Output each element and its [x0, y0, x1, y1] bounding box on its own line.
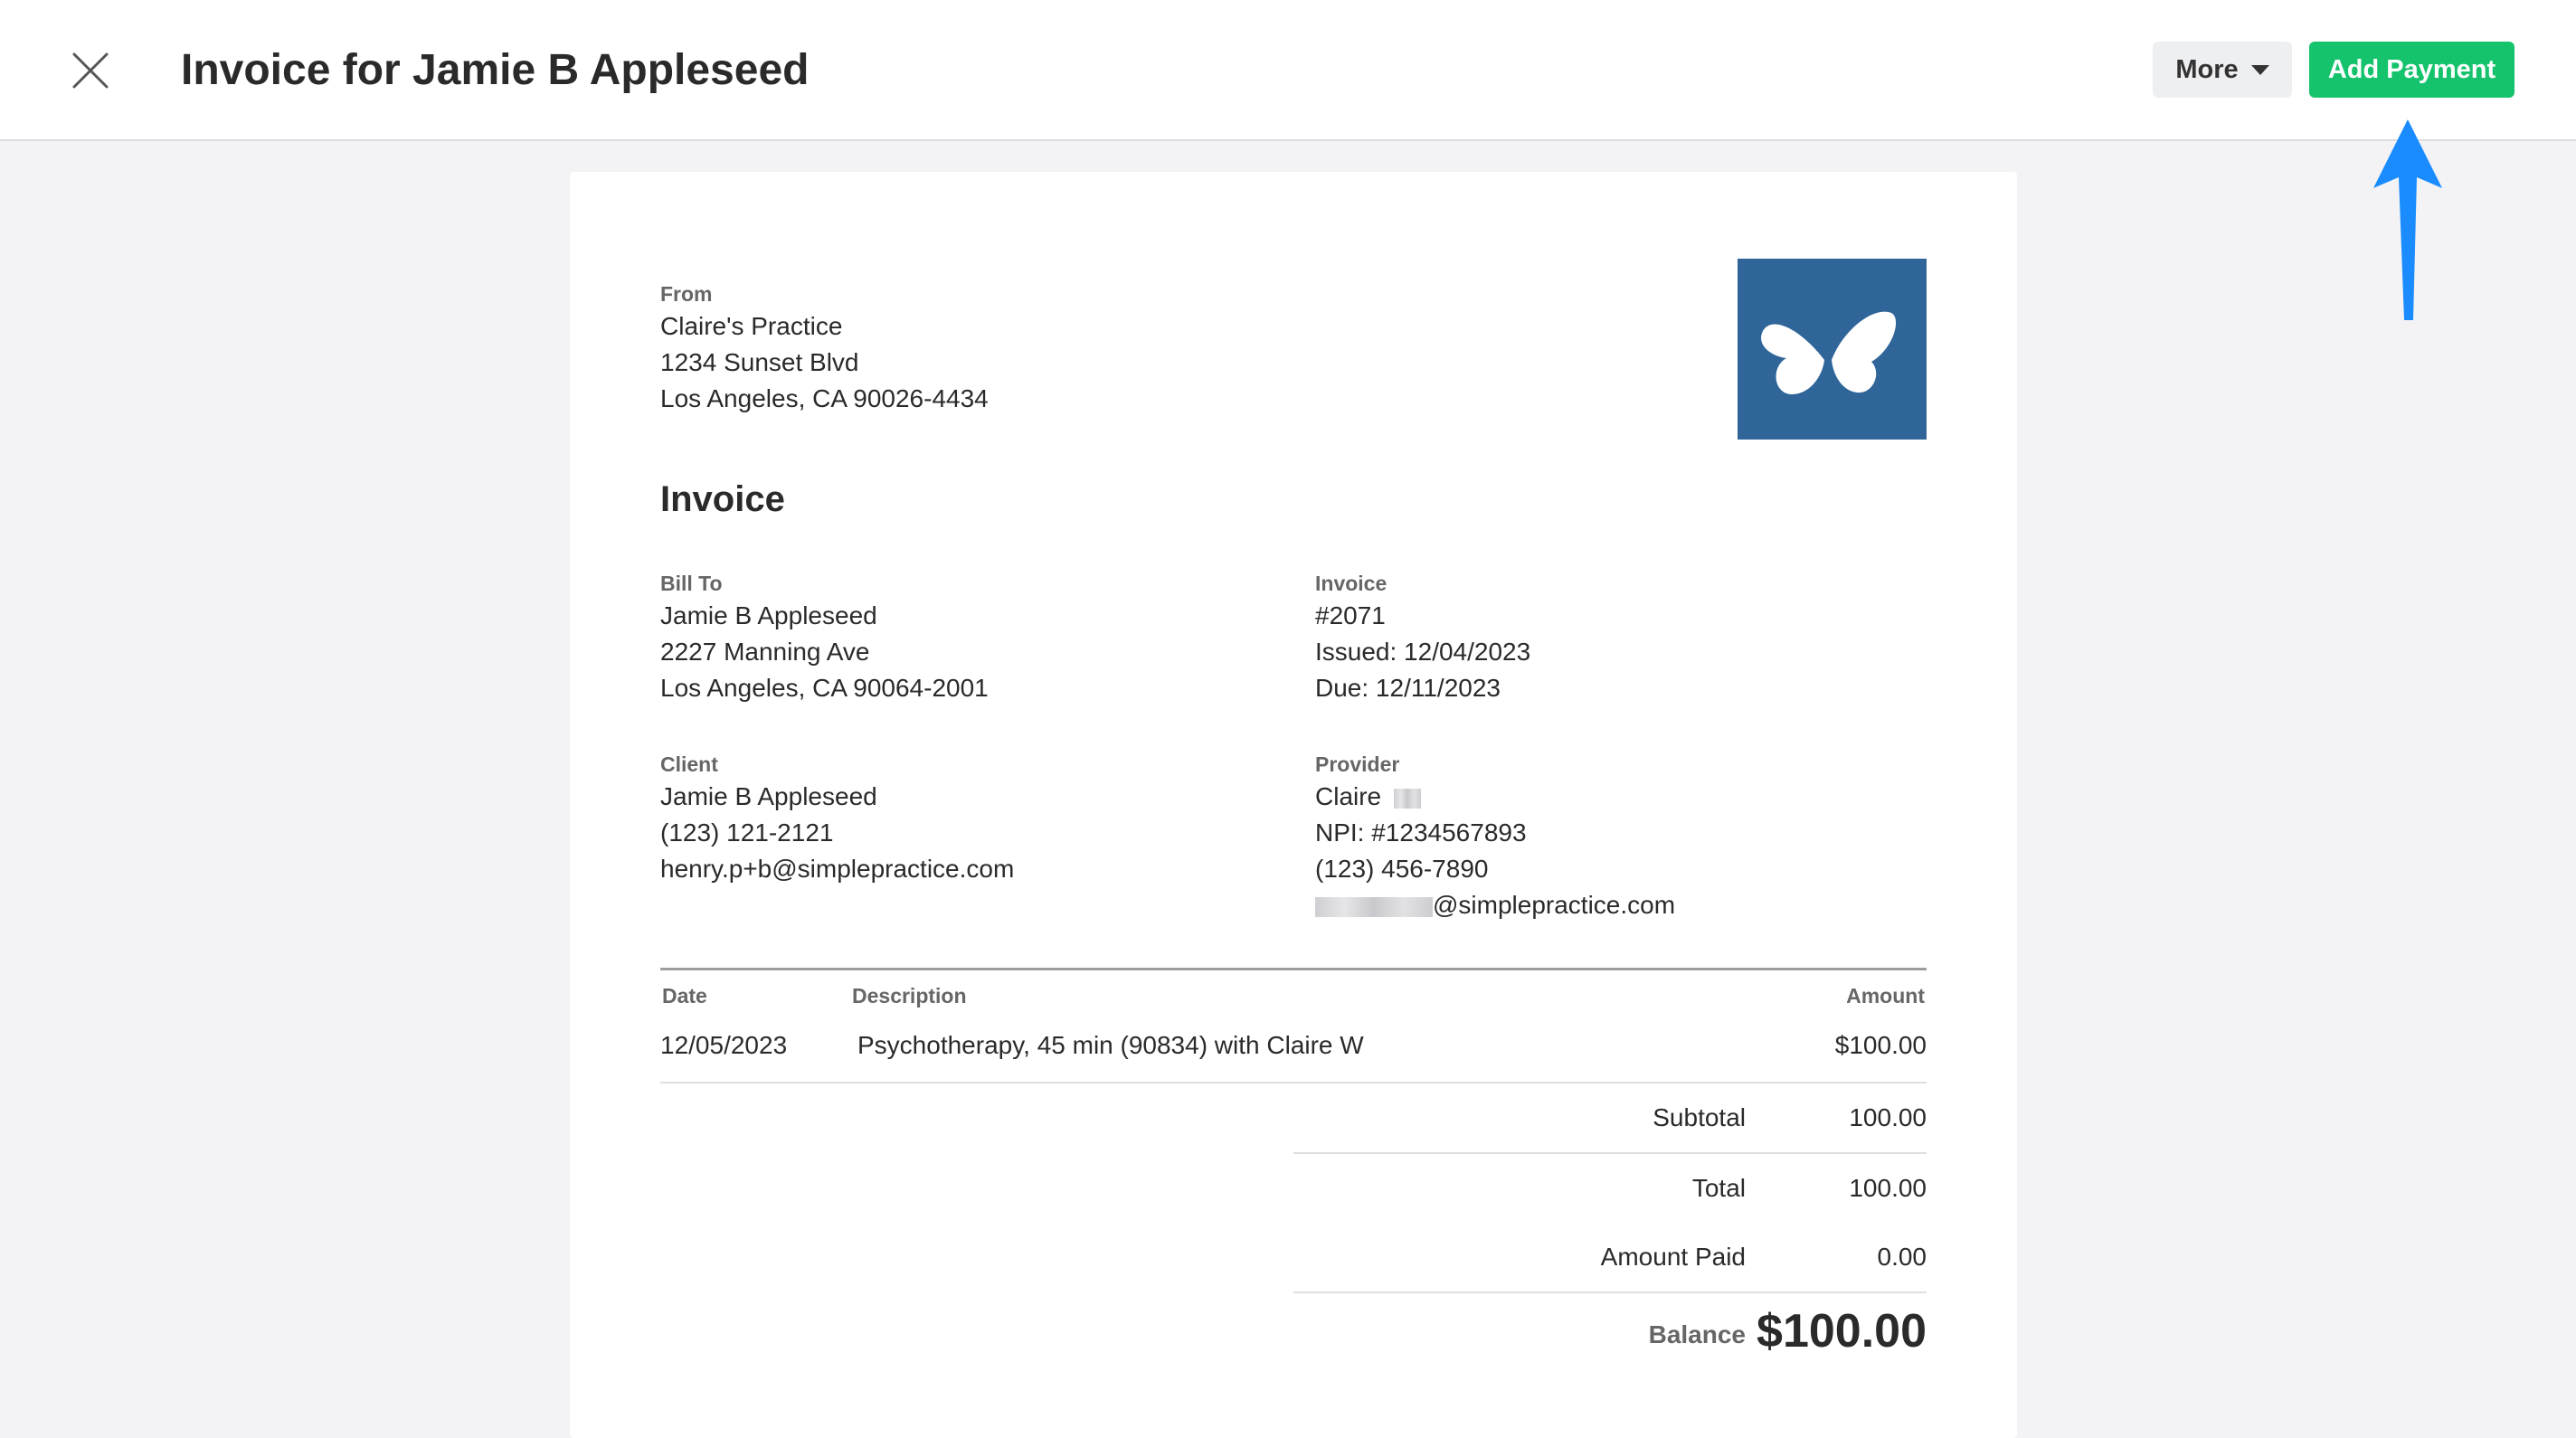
- annotation-arrow-icon: [2363, 116, 2453, 324]
- more-button-label: More: [2175, 54, 2239, 84]
- client-email: henry.p+b@simplepractice.com: [660, 855, 1015, 883]
- total-label: Total: [1691, 1174, 1746, 1202]
- balance-label: Balance: [1648, 1320, 1746, 1348]
- subtotal-label: Subtotal: [1653, 1103, 1746, 1131]
- table-divider: [660, 968, 1927, 970]
- summary-divider: [1293, 1291, 1927, 1293]
- close-icon[interactable]: [65, 45, 116, 96]
- row-amount: $100.00: [1834, 1031, 1927, 1059]
- invoice-issued-date: Issued: 12/04/2023: [1315, 638, 1531, 666]
- caret-down-icon: [2251, 65, 2269, 75]
- redacted-email-user: [1315, 897, 1433, 917]
- bill-to-name: Jamie B Appleseed: [660, 601, 877, 629]
- from-practice-name: Claire's Practice: [660, 312, 843, 340]
- page-title: Invoice for Jamie B Appleseed: [181, 46, 810, 94]
- column-header-date: Date: [662, 984, 707, 1008]
- from-label: From: [660, 282, 713, 306]
- practice-logo: [1738, 259, 1927, 440]
- top-bar: [0, 0, 2576, 141]
- row-date: 12/05/2023: [660, 1031, 788, 1059]
- invoice-number: #2071: [1315, 601, 1386, 629]
- invoice-info-label: Invoice: [1315, 572, 1387, 595]
- provider-name-row: [1315, 782, 1421, 811]
- provider-npi: NPI: #1234567893: [1315, 818, 1527, 847]
- from-address-line1: 1234 Sunset Blvd: [660, 348, 859, 376]
- bill-to-address-line2: Los Angeles, CA 90064-2001: [660, 674, 989, 702]
- amount-paid-label: Amount Paid: [1600, 1243, 1746, 1271]
- balance-value: $100.00: [1757, 1305, 1927, 1358]
- subtotal-value: 100.00: [1849, 1103, 1927, 1131]
- summary-divider: [1293, 1152, 1927, 1154]
- column-header-amount: Amount: [1846, 984, 1925, 1008]
- more-dropdown-button[interactable]: [2153, 42, 2292, 98]
- client-phone: (123) 121-2121: [660, 818, 834, 847]
- butterfly-icon: [1738, 259, 1927, 440]
- client-name: Jamie B Appleseed: [660, 782, 877, 810]
- row-divider: [660, 1082, 1927, 1083]
- provider-phone: (123) 456-7890: [1315, 855, 1489, 883]
- amount-paid-value: 0.00: [1877, 1243, 1927, 1271]
- provider-label: Provider: [1315, 752, 1400, 776]
- column-header-description: Description: [852, 984, 967, 1008]
- provider-name: Claire: [1315, 782, 1382, 810]
- bill-to-label: Bill To: [660, 572, 723, 595]
- bill-to-address-line1: 2227 Manning Ave: [660, 638, 870, 666]
- provider-email-domain: @simplepractice.com: [1433, 891, 1676, 919]
- total-value: 100.00: [1849, 1174, 1927, 1202]
- row-description: Psychotherapy, 45 min (90834) with Claire W: [857, 1031, 1364, 1059]
- client-label: Client: [660, 752, 718, 776]
- from-address-line2: Los Angeles, CA 90026-4434: [660, 384, 989, 412]
- provider-email-row: [1315, 891, 1675, 920]
- invoice-heading: Invoice: [660, 479, 785, 519]
- invoice-due-date: Due: 12/11/2023: [1315, 674, 1501, 702]
- invoice-document: [570, 172, 2017, 1438]
- add-payment-button[interactable]: Add Payment: [2309, 42, 2514, 98]
- redacted-surname: [1394, 789, 1421, 809]
